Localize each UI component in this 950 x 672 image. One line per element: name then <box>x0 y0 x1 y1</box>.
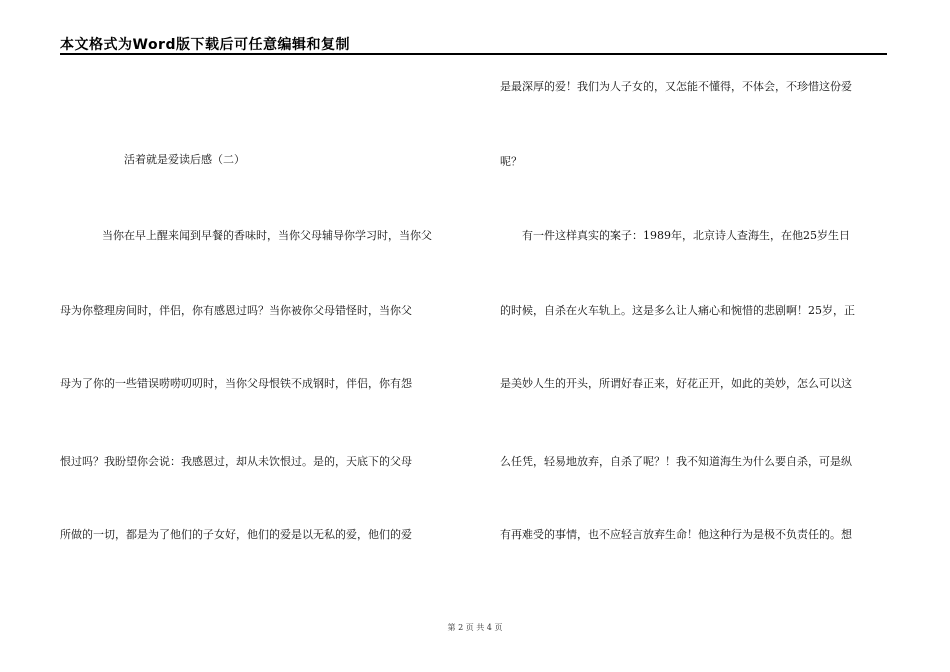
paragraph-line: 呢？ <box>500 155 522 168</box>
paragraph-line: 母为你整理房间时，伴侣，你有感恩过吗？当你被你父母错怪时，当你父 <box>60 304 412 317</box>
paragraph-line: 有再难受的事情，也不应轻言放弃生命！他这种行为是极不负责任的。想 <box>500 528 852 541</box>
paragraph-line: 恨过吗？我盼望你会说：我感恩过，却从未饮恨过。是的，天底下的父母 <box>60 455 412 468</box>
page-number: 第 2 页 共 4 页 <box>447 623 503 632</box>
paragraph-line: 当你在早上醒来闻到早餐的香味时，当你父母辅导你学习时，当你父 <box>102 229 432 242</box>
paragraph-line: 是最深厚的爱！我们为人子女的，又怎能不懂得，不体会，不珍惜这份爱 <box>500 80 852 93</box>
document-header-banner: 本文格式为Word版下载后可任意编辑和复制 <box>60 37 350 53</box>
essay-title: 活着就是爱读后感（二） <box>124 153 245 166</box>
paragraph-line: 母为了你的一些错误唠唠叨叨时，当你父母恨铁不成钢时，伴侣，你有怨 <box>60 377 412 390</box>
paragraph-line: 么任凭，轻易地放弃，自杀了呢？！我不知道海生为什么要自杀，可是纵 <box>500 455 852 468</box>
paragraph-line: 是美妙人生的开头，所谓好春正来，好花正开，如此的美妙，怎么可以这 <box>500 377 852 390</box>
left-text-column <box>60 0 460 672</box>
paragraph-line: 所做的一切，都是为了他们的子女好，他们的爱是以无私的爱，他们的爱 <box>60 528 412 541</box>
paragraph-line: 的时候，自杀在火车轨上。这是多么让人痛心和惋惜的悲剧啊！25岁，正 <box>500 304 855 317</box>
right-text-column <box>500 0 900 672</box>
paragraph-line: 有一件这样真实的案子：1989年，北京诗人查海生，在他25岁生日 <box>522 229 850 242</box>
